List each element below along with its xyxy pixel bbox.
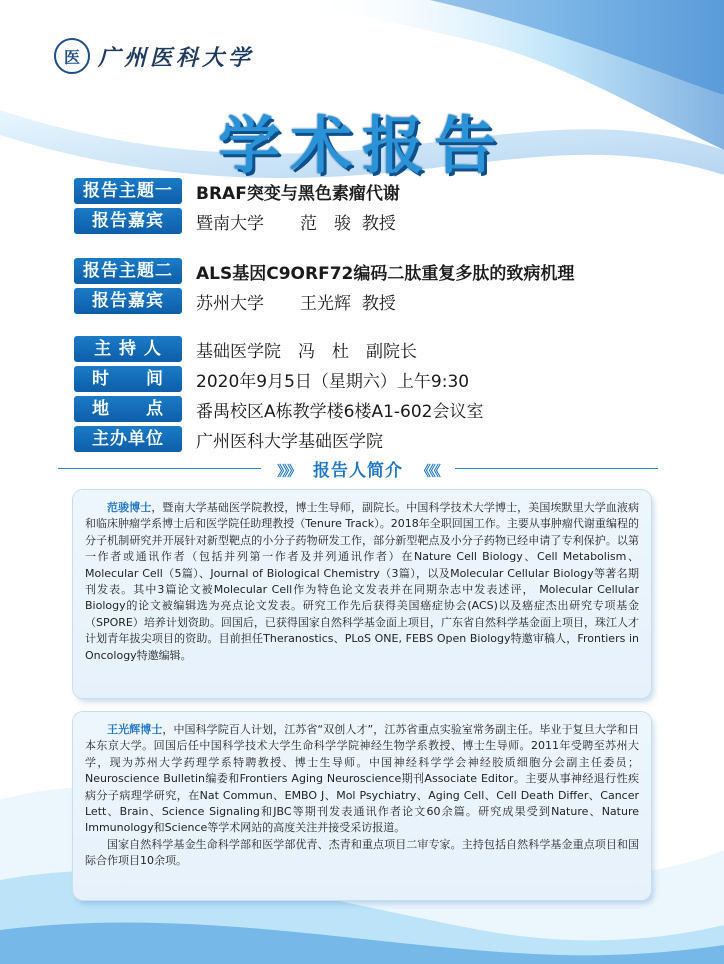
time-value: 2020年9月5日（星期六）上午9:30 (196, 371, 470, 392)
topic2-label: 报告主题二 (74, 258, 182, 284)
double-arrow-left-icon: 《《《 (416, 463, 439, 480)
speaker1-title: 教授 (361, 213, 396, 234)
topic2-title: ALS基因C9ORF72编码二肽重复多肽的致病机理 (196, 263, 575, 284)
speaker-intro-heading (58, 456, 658, 480)
speaker1-info (196, 209, 396, 234)
speaker2-name: 王光辉 (300, 293, 351, 314)
place-value: 番禺校区A栋教学楼6楼A1-602会议室 (196, 401, 484, 422)
heading-divider-right (455, 468, 658, 469)
place-label: 地 点 (74, 396, 182, 422)
topic1-row (74, 178, 400, 204)
speaker2-label: 报告嘉宾 (74, 288, 182, 314)
speaker1-label: 报告嘉宾 (74, 208, 182, 234)
university-name: 广州医科大学 (98, 44, 255, 71)
bio-card-speaker2 (73, 712, 651, 900)
host-value: 基础医学院 冯 杜 副院长 (196, 341, 417, 362)
bio1-text: ，暨南大学基础医学院教授，博士生导师，副院长。中国科学技术大学博士，美国埃默里大学血液病和临床肿瘤学系博士后和医学院任助理教授（Tenure Track）。2018年全职回国工作。主要从事肿瘤代谢重编程的分子机制研究并开展针对新型靶点的小分子药物研发工作，部分新型靶点及小分子药物已经申请了专利保护。以第一作者或通讯作者（包括并列第一作者及并列通讯作者）在Nature Cell Biology、Cell Metabolism、 Molecular Cell（5篇）、Journal of Biological Chemistry（3篇），以及Molecular Cellular Biology等著名期刊发表。其中3篇论文被Molecular Cell作为特色论文发表并在同期杂志中发表述评， Molecular Cellular Biology的论文被编辑选为亮点论文发表。研究工作先后获得美国癌症协会(ACS)以及癌症杰出研究专项基金（SPORE）培养计划资助。回国后，已获得国家自然科学基金面上项目，广东省自然科学基金面上项目，珠江人才计划青年拔尖项目的资助。目前担任Theranostics、PLoS ONE, FEBS Open Biology特邀审稿人，Frontiers in Oncology特邀编辑。 (85, 501, 639, 662)
heading-divider-left (58, 468, 261, 469)
speaker2-row (74, 288, 396, 314)
speaker2-info (196, 289, 396, 314)
double-arrow-right-icon: 》》》 (277, 463, 300, 480)
speaker2-title: 教授 (361, 293, 396, 314)
time-row (74, 366, 469, 392)
bio2-text2: 国家自然科学基金生命科学部和医学部优青、杰青和重点项目二审专家。主持包括自然科学基金重点项目和国际合作项目10余项。 (85, 837, 639, 868)
page-title: 学术报告 (217, 109, 506, 182)
organizer-value: 广州医科大学基础医学院 (196, 431, 383, 452)
topic1-label: 报告主题一 (74, 178, 182, 204)
bio1-name: 范骏博士 (107, 501, 152, 514)
speaker2-institution: 苏州大学 (196, 293, 264, 314)
time-label: 时 间 (74, 366, 182, 392)
bio2-name: 王光辉博士 (107, 723, 163, 736)
intro-heading-text: 报告人简介 (313, 460, 403, 481)
speaker1-institution: 暨南大学 (196, 213, 264, 234)
topic1-title: BRAF突变与黑色素瘤代谢 (196, 183, 400, 204)
topic2-row (74, 258, 574, 284)
university-emblem-icon: 医 (54, 38, 90, 74)
organizer-row (74, 426, 383, 452)
speaker1-row (74, 208, 396, 234)
organizer-label: 主办单位 (74, 426, 182, 452)
host-row (74, 336, 417, 362)
place-row (74, 396, 483, 422)
university-logo (54, 38, 254, 74)
bio2-text: ，中国科学院百人计划，江苏省“双创人才”，江苏省重点实验室常务副主任。毕业于复旦大学和日本东京大学。回国后任中国科学技术大学生命科学学院神经生物学系教授、博士生导师。2011年受聘至苏州大学，现为苏州大学药理学系特聘教授、博士生导师。中国神经科学学会神经胶质细胞分会副主任委员；Neuroscience Bulletin编委和Frontiers Aging Neuroscience期刊Associate Editor。主要从事神经退行性疾病分子病理学研究，在Nat Commun、EMBO J、Mol Psychiatry、Aging Cell、Cell Death Differ、Cancer Lett、Brain、Science Signaling和JBC等期刊发表通讯作者论文60余篇。研究成果受到Nature、Nature Immunology和Science等学术网站的高度关注并接受采访报道。 (85, 723, 639, 835)
bio-card-speaker1 (73, 490, 651, 698)
speaker1-name: 范 骏 (300, 213, 351, 234)
host-label: 主 持 人 (74, 336, 182, 362)
